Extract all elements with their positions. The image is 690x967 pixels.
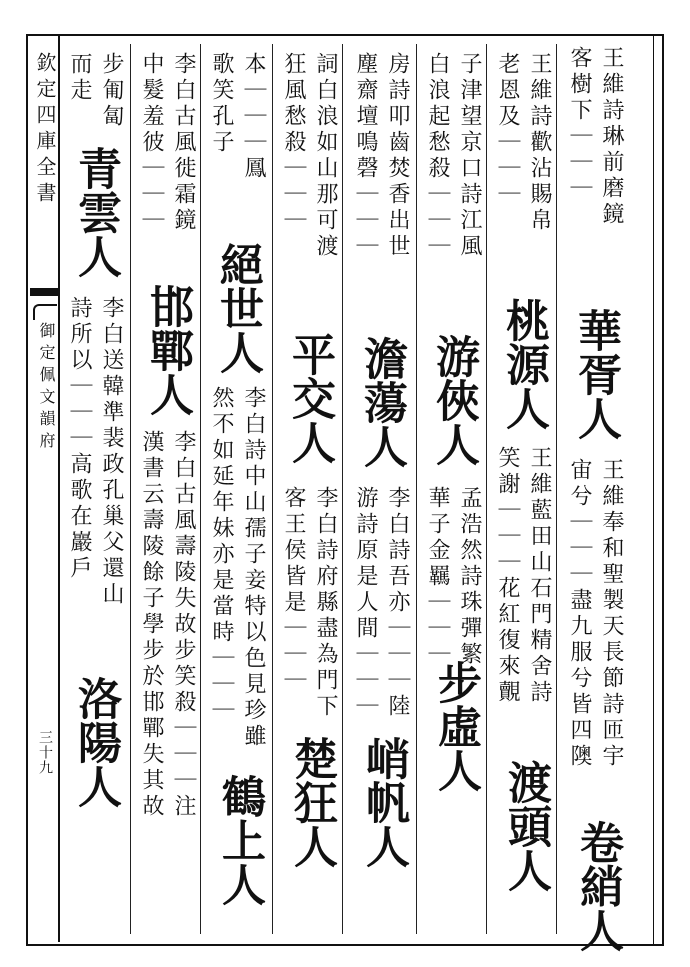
margin-bracket <box>33 304 57 320</box>
entry-text: 歌笑孔子 <box>209 52 234 156</box>
headword: 青雲人 <box>70 146 121 278</box>
entry-text: 然不如延年妹亦是當時｜｜｜ <box>209 386 234 724</box>
headword: 桃源人 <box>498 298 549 430</box>
entry-text: 房詩叩齒焚香出世 <box>385 52 410 260</box>
headword: 華胥人 <box>570 308 621 440</box>
entry-text: 游詩原是人間｜｜｜ <box>353 486 378 720</box>
headword: 鶴上人 <box>214 774 265 906</box>
headword: 澹蕩人 <box>356 336 407 468</box>
fish-tail-mark <box>30 288 58 296</box>
entry-text: 孟浩然詩珠彈繁 <box>457 486 482 668</box>
column-rule <box>272 44 273 934</box>
headword: 邯鄲人 <box>142 284 193 416</box>
book-series-title: 欽定四庫全書 <box>33 52 57 208</box>
headword: 平交人 <box>284 332 335 464</box>
entry-text: 客王侯皆是｜｜｜ <box>281 486 306 694</box>
headword: 游俠人 <box>428 334 479 466</box>
headword: 峭帆人 <box>358 736 409 868</box>
entry-text: 漢書云壽陵餘子學步於邯鄲失其故 <box>139 430 164 820</box>
entry-text: 李白詩吾亦｜｜｜陸 <box>385 486 410 720</box>
text-column <box>422 46 486 936</box>
entry-text: 笑謝｜｜｜花紅復來覿 <box>495 446 520 706</box>
entry-text: 老恩及｜｜｜ <box>495 52 520 208</box>
column-rule <box>200 44 201 934</box>
column-rule <box>486 44 487 934</box>
page-number: 三十九 <box>37 730 53 775</box>
entry-text: 李白詩中山孺子妾特以色見珍雖 <box>241 386 266 750</box>
entry-text: 子津望京口詩江風 <box>457 52 482 260</box>
entry-text: 王維藍田山石門精舍詩 <box>527 446 552 706</box>
column-rule <box>416 44 417 934</box>
column-rule <box>342 44 343 934</box>
book-title: 御定佩文韻府 <box>37 322 56 454</box>
text-column <box>136 46 200 936</box>
entry-text: 步匍匐 <box>99 52 124 130</box>
headword: 絕世人 <box>212 242 263 374</box>
entry-text: 宙兮｜｜｜盡九服兮皆四隩 <box>567 458 592 770</box>
entry-text: 而走 <box>67 52 92 104</box>
entry-text: 王維詩琳前磨鏡 <box>599 46 624 228</box>
entry-text: 李白詩府縣盡為門下 <box>313 486 338 720</box>
entry-text: 白浪起愁殺｜｜｜ <box>425 52 450 260</box>
headword: 卷綃人 <box>572 820 623 952</box>
column-rule <box>556 44 557 934</box>
entry-text: 王維奉和聖製天長節詩匝宇 <box>599 458 624 770</box>
column-rule <box>130 44 131 934</box>
entry-text: 塵齋壇鳴磬｜｜｜ <box>353 52 378 260</box>
frame-double-rule <box>653 36 662 944</box>
headword: 楚狂人 <box>286 736 337 868</box>
headword: 步虛人 <box>430 660 481 792</box>
entry-text: 詞白浪如山那可渡 <box>313 52 338 260</box>
entry-text: 本｜｜｜鳳 <box>241 52 266 182</box>
headword: 洛陽人 <box>70 676 121 808</box>
entry-text: 詩所以｜｜｜高歌在巖戶 <box>67 296 92 582</box>
text-column <box>564 46 628 936</box>
entry-text: 李白送韓準裴政孔巢父還山 <box>99 296 124 608</box>
entry-text: 狂風愁殺｜｜｜ <box>281 52 306 234</box>
headword: 渡頭人 <box>500 760 551 892</box>
entry-text: 客樹下｜｜｜ <box>567 46 592 202</box>
entry-text: 王維詩歡沾賜帛 <box>527 52 552 234</box>
entry-text: 李白古風壽陵失故步笑殺｜｜｜注 <box>171 430 196 820</box>
text-column <box>64 46 128 936</box>
entry-text: 李白古風徙霜鏡 <box>171 52 196 234</box>
entry-text: 中髮羞彼｜｜｜ <box>139 52 164 234</box>
entry-text: 華子金羈｜｜｜ <box>425 486 450 668</box>
